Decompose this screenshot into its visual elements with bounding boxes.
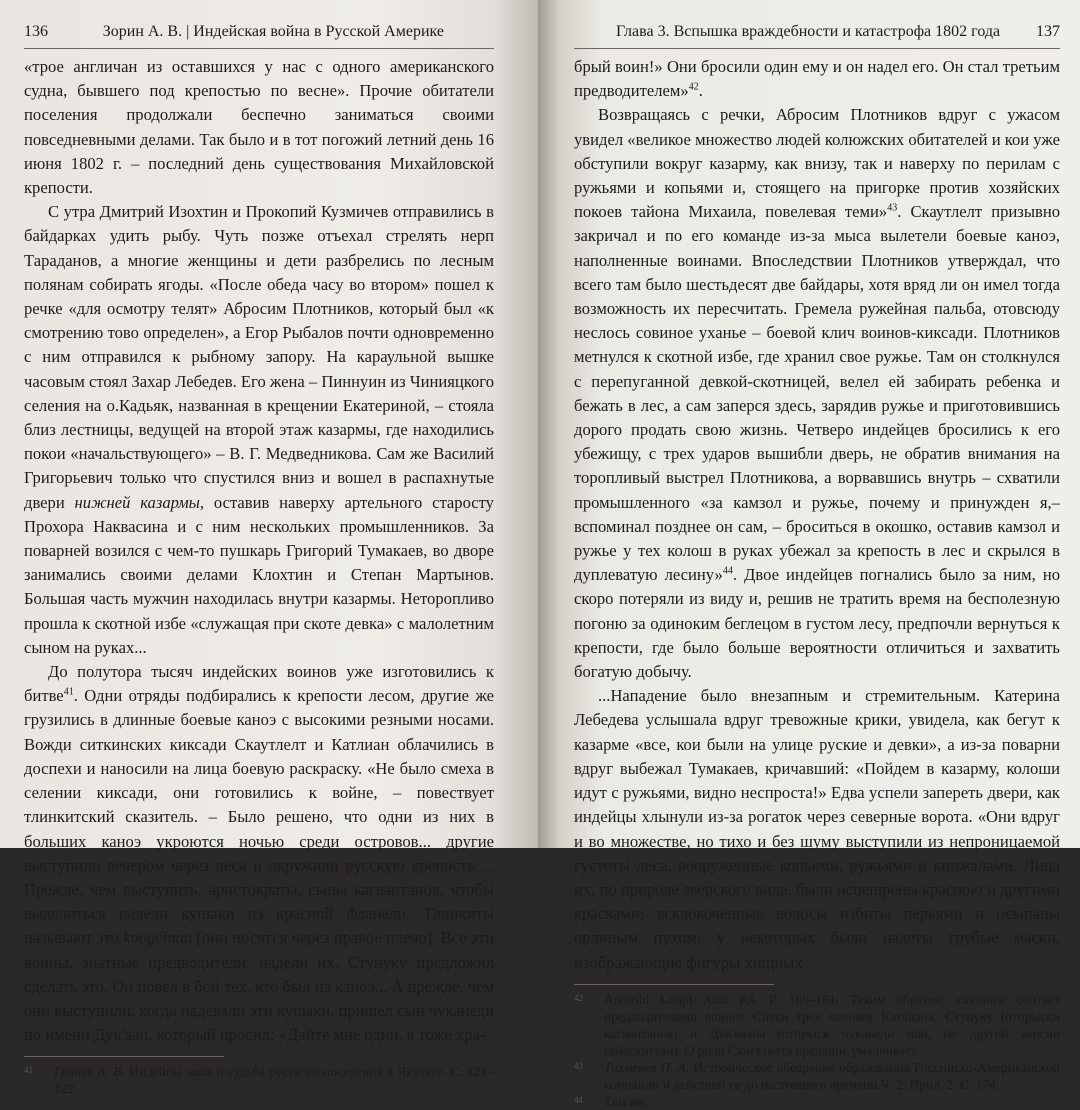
footnotes — [24, 1063, 494, 1097]
italic-phrase: нижней казармы — [74, 492, 200, 512]
text-run: С утра Дмитрий Изохтин и Прокопий Кузмичев отправились в байдарках удить рыбу. Чуть позже отъехал стрелять нерп Тараданов, а многие женщины и дети разбрелись по лесным полянам собирать ягоды. «После обеда часу во втором» пошел к речке «для осмотру телят» Абросим Плотников, который был «к смотрению тово определен», а Егор Рыбалов почти одновременно с ним отправился к рыбному запору. На караульной вышке часовым стоял Захар Лебедев. Его жена – Пиннуин из Чинияцкого селения на о.Кадьяк, названная в крещении Екатериной, – стояла близ лестницы, ведущей на второй этаж казармы, где находились покои «начальствующего» – В. Г. Медведникова. Сам же Василий Григорьевич только что спустился вниз и вошел в распахнутые двери — [24, 202, 494, 512]
paragraph: «трое англичан из оставшихся у нас с одного американского судна, бывшего под крепостью по весне». Прочие обитатели поселения продолжали беспечно заниматься своими повседневными делами. Так было и в тот погожий летний день 16 июня 1802 г. – последний день существования Михайловской крепости. — [24, 57, 494, 198]
footnote — [574, 1093, 1060, 1110]
footnote — [574, 1059, 1060, 1093]
text-run: Возвращаясь с речки, Абросим Плотников вдруг с ужасом увидел «великое множество людей колюжских обитателей и кои уже обступили вокруг казарму, как внизу, так и наверху по перилам с ружьями и копьями и, стоящего на пригорке против хозяйских покоев тайона Михаила, повелевая теми» — [574, 105, 1060, 222]
footnote — [24, 1063, 494, 1097]
right-page-body — [574, 55, 1060, 975]
paragraph: ...Нападение было внезапным и стремительным. Катерина Лебедева услышала вдруг тревожные крики, увидела, как бегут к казарме «все, кои были на улице руские и девки», а из-за поварни вдруг выбежал Тумакаев, кричавший: «Пойдем в казарму, колоши идут с ружьями, видно неспроста!» Едва успели запереть двери, как индейцы хлынули из-за рогаток через северные ворота. «Они вдруг и во множестве, но тихо и без шуму выступили из непроницаемой густоты леса, вооруженные копьями, ружьями и кинжалами. Лица их, по природе зверского вида, были испещрены красною и другими красками; всклокоченные волосы избиты перьями и осыпаны орлиным пухом; у некоторых были надеты грубые маски, изображающие фигуры хищных — [574, 686, 1060, 972]
paragraph — [24, 660, 494, 1047]
footnote-number: 44 — [574, 1094, 583, 1105]
text-run: , оставив наверху артельного старосту Прохора Наквасина и с ним нескольких промышленников. За поварней возился с чем-то пушкарь Григорий Тумакаев, во дворе занимались своими делами Клохтин и Степан Мартынов. Большая часть мужчин находилась внутри казармы. Неторопливо прошла к скотной избе «служащая при скоте девка» с малолетним сыном на руках... — [24, 492, 494, 657]
text-run: . — [698, 81, 703, 101]
text-run: . Скаутлелт призывно закричал и по его команде из-за мыса вылетели боевые каноэ, наполненные воинами. Впоследствии Плотников утверждал, что всего там было шестьдесят две байдары, хотя вряд ли он имел тогда возможность их пересчитать. Гремела ружейная пальба, отовсюду неслось совиное уханье – боевой клич воинов-киксади. Плотников метнулся к скотной избе, где хранил свое ружье. Там он столкнулся с перепуганной девкой-скотницей, велел ей забирать ребенка и бежать в лес, а сам заперся здесь, зарядив ружье и приготовившись дорого продать свою жизнь. Четверо индейцев бросились к его убежищу, с трех ударов вышибли дверь, не обратив внимания на торопливый выстрел Плотникова, а ворвавшись внутрь – схватили промышленного «за камзол и ружье, почему и принужден я,– вспоминал позднее он сам, – броситься в окошко, оставив камзол и ружье у тех колош в руках убежал за крепость в лес и скрылся в дуплеватую лесину» — [574, 202, 1060, 585]
footnote-number: 43 — [574, 1060, 583, 1071]
footnote-number: 42 — [574, 992, 583, 1003]
running-head: Зорин А. В. | Индейская война в Русской Америке — [102, 23, 444, 40]
italic-phrase: koogéinaa — [123, 928, 193, 948]
right-page-header — [574, 22, 1060, 49]
footnote-author: Тихменев П. А. — [604, 1059, 690, 1075]
footnotes — [574, 991, 1060, 1110]
left-page-body — [24, 55, 494, 1047]
page-number: 136 — [24, 23, 48, 40]
running-head: Глава 3. Вспышка враждебности и катастрофа 1802 года — [616, 23, 1001, 40]
paragraph — [574, 55, 1060, 103]
footnote-ref: 44 — [722, 565, 733, 577]
paragraph — [574, 103, 1060, 684]
footnote-body: Индейцы эяки и судьба русского поселения в Якутате. С. 121–122. — [54, 1064, 494, 1097]
footnote-text — [604, 991, 1060, 1059]
text-run: . Двое индейцев погнались было за ним, но скоро потеряли из виду и, решив не тратить время на бесполезную погоню за одиноким беглецом в густом лесу, предпочли вернуться к крепости, где было больше вероятности отличиться и захватить богатую добычу. — [574, 565, 1060, 682]
footnote-text — [604, 1093, 1060, 1110]
footnote-body: Там же. — [604, 1093, 648, 1109]
footnote-author: Гринев А. В. — [54, 1064, 125, 1080]
paragraph — [24, 200, 494, 660]
left-page-header — [24, 22, 494, 49]
footnote-number: 41 — [24, 1065, 33, 1076]
footnote-ref: 41 — [63, 686, 74, 698]
text-run: [они носятся через правое плечо]. Все эти воины, знатные предводители, надели их. Стунуку предложил сделать это. Он повел в бой тех, кто был на каноэ... А прежде, чем они выступили, когда надевали эти кушаки, пришел сын чуканеди по имени Дук'аан, который просил: «Дайте мне один, я тоже хра- — [24, 928, 494, 1045]
footnote-text — [54, 1063, 494, 1097]
right-page — [538, 0, 1080, 1109]
text-run: До полутора тысяч индейских воинов уже изготовились к битве — [24, 662, 494, 706]
footnote-ref: 42 — [688, 81, 699, 93]
page-number: 137 — [1036, 23, 1060, 40]
text-run: . Одни отряды подбирались к крепости лесом, другие же грузились в длинные боевые каноэ с высокими резными носами. Вожди ситкинских киксади Скаутлелт и Катлиан облачились в доспехи и наносили на лица боевую раскраску. «Не было смеха в селении киксади, они готовились к войне, – повествует тлинкитский сказитель. – Было решено, что одни из них в больших каноэ укроются ночью среди островов... другие выступили вечером через леса и окружили русскую крепость ... Прежде, чем выступить, аристократы, сыны кагвантанов, чтобы выделиться надели кушаки из красной фланели. Тлинкиты называют это — [24, 686, 494, 948]
footnote-text — [604, 1059, 1060, 1093]
footnote-body: Anóoshi Lingít Aaní Ká. P. 160–161. Таким образом, сказание считает предводителями воинов Ситки трех человек Катлиана, Стунуку (отпрыски кагвантанов) и Дук'ваана (отпрыск чуканеди или, по другой версии гайесхиттан). О роли Скаутлелта предание умалчивает. — [604, 991, 1060, 1058]
footnote-separator — [574, 984, 774, 985]
footnote — [574, 991, 1060, 1059]
text-run: брый воин!» Они бросили один ему и он надел его. Он стал третьим предводителем» — [574, 57, 1060, 101]
footnote-separator — [24, 1056, 224, 1057]
left-page — [0, 0, 538, 1097]
footnote-body: Историческое обозрение образования Российско-Американской компании и действий ее до настоящего времени.Ч. 2. Прил. 2. С. 174. — [604, 1059, 1060, 1092]
footnote-ref: 43 — [887, 202, 898, 214]
